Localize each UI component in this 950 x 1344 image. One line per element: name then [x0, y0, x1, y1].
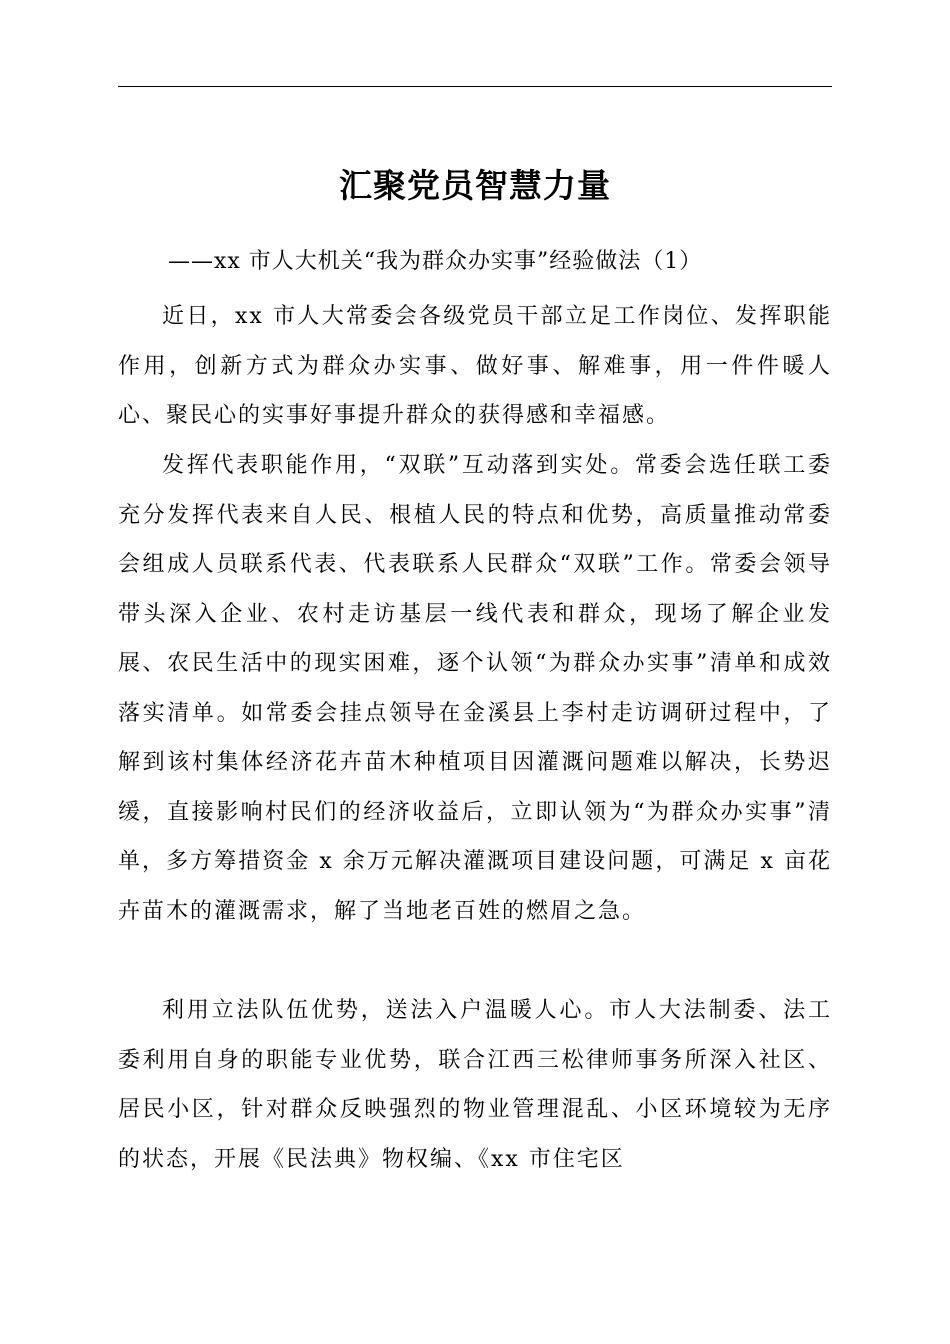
body-paragraph: 发挥代表职能作用，“双联”互动落到实处。常委会选任联工委充分发挥代表来自人民、根植人民的特点和优势，高质量推动常委会组成人员联系代表、代表联系人民群众“双联”工作。常委会领导带头深入企业、农村走访基层一线代表和群众，现场了解企业发展、农民生活中的现实困难，逐个认领“为群众办实事”清单和成效落实清单。如常委会挂点领导在金溪县上李村走访调研过程中，了解到该村集体经济花卉苗木种植项目因灌溉问题难以解决，长势迟缓，直接影响村民们的经济收益后，立即认领为“为群众办实事”清单，多方筹措资金 x 余万元解决灌溉项目建设问题，可满足 x 亩花卉苗木的灌溉需求，解了当地老百姓的燃眉之急。 — [118, 453, 832, 924]
header-rule — [118, 86, 832, 87]
body-paragraph: 利用立法队伍优势，送法入户温暖人心。市人大法制委、法工委利用自身的职能专业优势，联合江西三松律师事务所深入社区、居民小区，针对群众反映强烈的物业管理混乱、小区环境较为无序的状态，开展《民法典》物权编、《xx 市住宅区 — [118, 998, 832, 1172]
document-title: 汇聚党员智慧力量 — [339, 166, 611, 205]
document-subtitle: ——xx 市人大机关“我为群众办实事”经验做法（1） — [168, 249, 703, 274]
body-paragraph: 近日，xx 市人大常委会各级党员干部立足工作岗位、发挥职能作用，创新方式为群众办实事、做好事、解难事，用一件件暖人心、聚民心的实事好事提升群众的获得感和幸福感。 — [118, 304, 832, 428]
